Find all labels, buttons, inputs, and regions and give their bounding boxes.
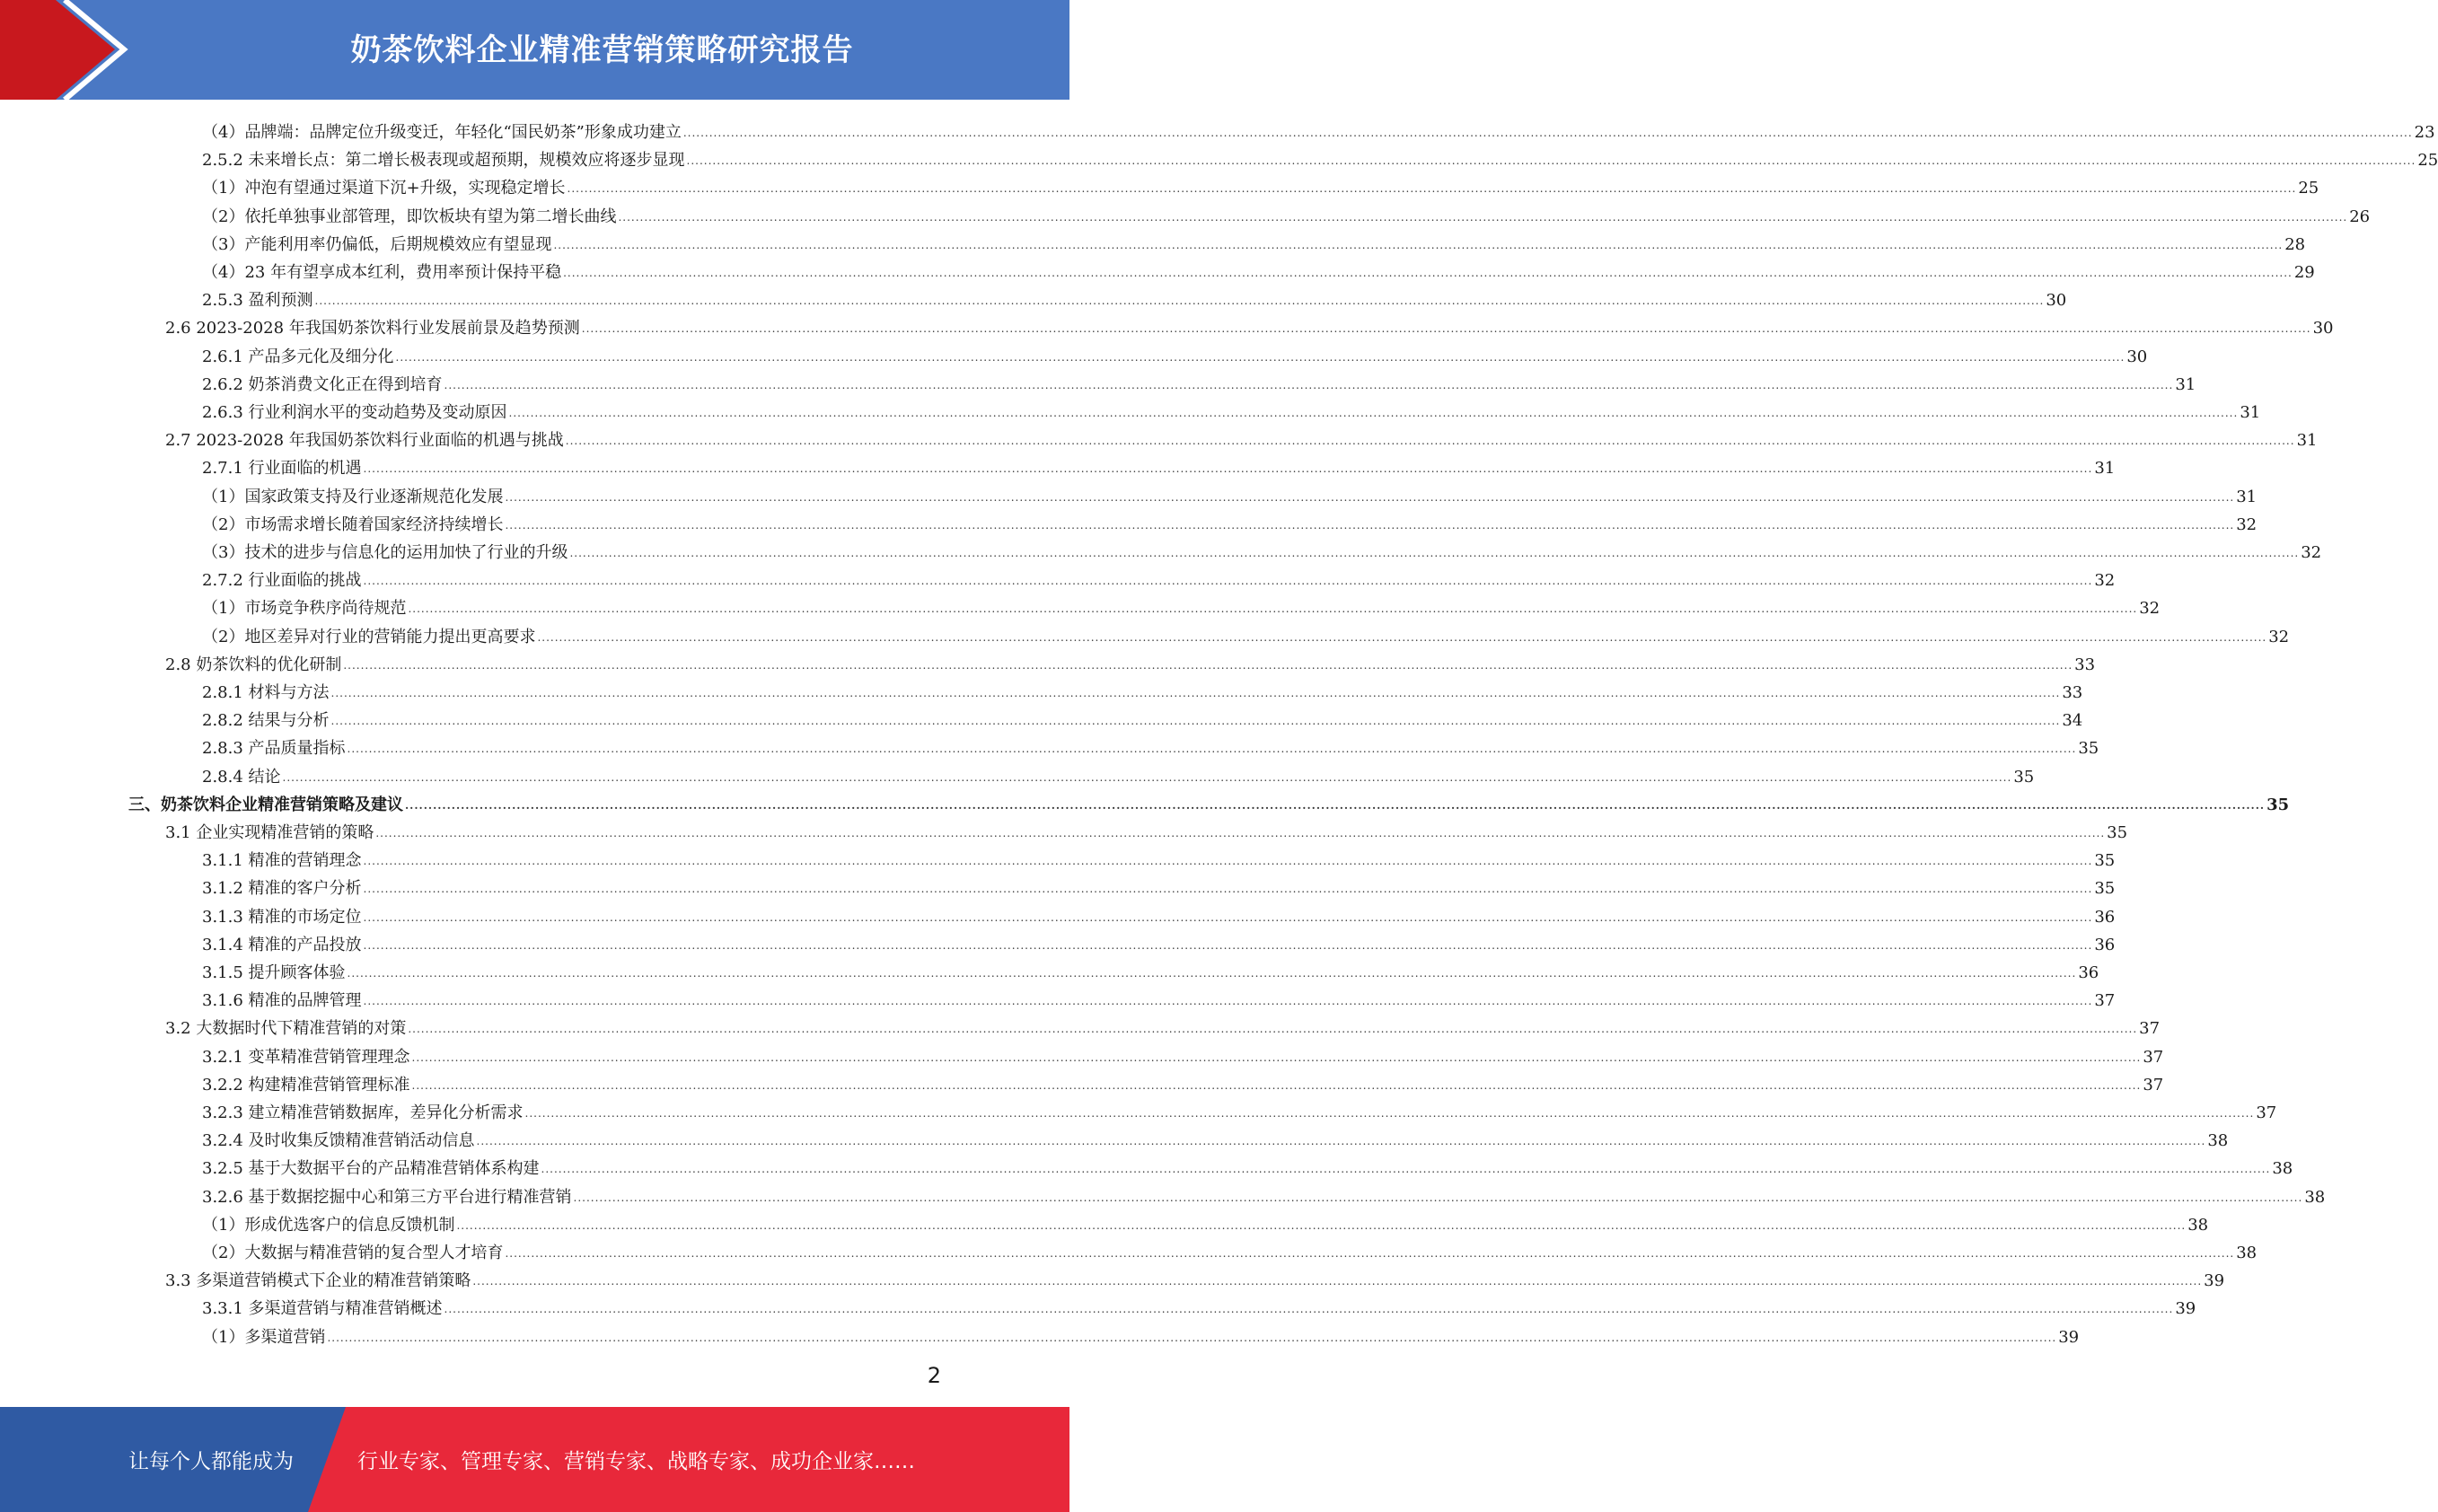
toc-entry[interactable] xyxy=(202,1068,2164,1095)
toc-entry-title: 2.8.4 结论 xyxy=(202,768,281,787)
toc-entry-page: 36 xyxy=(2094,936,2116,954)
toc-entry-page: 36 xyxy=(2094,908,2116,927)
toc-leader-dots: ................................................................................................................................................................................................................................................................................................................................................................................................................ xyxy=(524,1107,2255,1120)
toc-leader-dots: ................................................................................................................................................................................................................................................................................................................................................................................................................ xyxy=(330,715,2061,727)
toc-leader-dots: ................................................................................................................................................................................................................................................................................................................................................................................................................ xyxy=(618,211,2348,224)
toc-leader-dots: ................................................................................................................................................................................................................................................................................................................................................................................................................ xyxy=(537,631,2267,644)
toc-entry-title: 3.3 多渠道营销模式下企业的精准营销策略 xyxy=(165,1271,471,1290)
toc-entry-page: 35 xyxy=(2094,879,2116,898)
toc-entry[interactable] xyxy=(202,1180,2326,1208)
toc-leader-dots: ................................................................................................................................................................................................................................................................................................................................................................................................................ xyxy=(363,575,2093,587)
footer-banner xyxy=(0,1407,1069,1512)
toc-leader-dots: ................................................................................................................................................................................................................................................................................................................................................................................................................ xyxy=(405,799,2266,812)
toc-leader-dots: ................................................................................................................................................................................................................................................................................................................................................................................................................ xyxy=(347,743,2077,755)
toc-entry-page: 30 xyxy=(2312,319,2334,338)
toc-entry-title: 三、奶茶饮料企业精准营销策略及建议 xyxy=(128,796,403,814)
toc-entry[interactable] xyxy=(202,283,2067,311)
toc-leader-dots: ................................................................................................................................................................................................................................................................................................................................................................................................................ xyxy=(327,1332,2057,1344)
toc-entry-page: 38 xyxy=(2304,1188,2326,1207)
toc-leader-dots: ................................................................................................................................................................................................................................................................................................................................................................................................................ xyxy=(682,127,2413,139)
toc-entry-page: 35 xyxy=(2013,768,2035,787)
toc-leader-dots: ................................................................................................................................................................................................................................................................................................................................................................................................................ xyxy=(573,1191,2303,1204)
toc-entry[interactable] xyxy=(202,900,2116,927)
toc-entry[interactable] xyxy=(202,871,2116,899)
toc-leader-dots: ................................................................................................................................................................................................................................................................................................................................................................................................................ xyxy=(686,154,2416,167)
toc-entry-title: 2.8 奶茶饮料的优化研制 xyxy=(165,655,342,674)
toc-leader-dots: ................................................................................................................................................................................................................................................................................................................................................................................................................ xyxy=(553,239,2284,251)
toc-entry[interactable] xyxy=(202,563,2116,591)
toc-leader-dots: ................................................................................................................................................................................................................................................................................................................................................................................................................ xyxy=(456,1219,2187,1232)
toc-entry-page: 38 xyxy=(2187,1216,2209,1235)
toc-entry-title: 3.2.2 构建精准营销管理标准 xyxy=(202,1076,410,1094)
toc-entry-page: 31 xyxy=(2094,459,2116,478)
toc-leader-dots: ................................................................................................................................................................................................................................................................................................................................................................................................................ xyxy=(581,322,2311,335)
toc-entry[interactable] xyxy=(202,1040,2164,1068)
toc-entry-page: 31 xyxy=(2240,403,2261,422)
header-arrow-icon xyxy=(0,0,144,100)
toc-entry[interactable] xyxy=(202,451,2116,479)
toc-entry[interactable] xyxy=(202,507,2258,535)
toc-leader-dots: ................................................................................................................................................................................................................................................................................................................................................................................................................ xyxy=(363,911,2093,924)
toc-entry-page: 26 xyxy=(2349,207,2371,226)
toc-entry[interactable] xyxy=(202,171,2319,198)
toc-entry-page: 25 xyxy=(2417,151,2438,170)
toc-leader-dots: ................................................................................................................................................................................................................................................................................................................................................................................................................ xyxy=(508,407,2239,419)
toc-entry-page: 37 xyxy=(2143,1048,2164,1067)
toc-entry-page: 32 xyxy=(2236,515,2258,534)
toc-entry[interactable] xyxy=(202,1151,2293,1179)
toc-entry-page: 38 xyxy=(2272,1159,2293,1178)
toc-entry-title: （1）多渠道营销 xyxy=(202,1328,326,1347)
toc-entry-page: 35 xyxy=(2107,823,2128,842)
toc-entry-title: 2.5.2 未来增长点：第二增长极表现或超预期，规模效应将逐步显现 xyxy=(202,151,685,170)
toc-entry-title: （1）市场竞争秩序尚待规范 xyxy=(202,599,407,618)
toc-entry-page: 35 xyxy=(2078,739,2099,758)
toc-entry-title: 2.7 2023-2028 年我国奶茶饮料行业面临的机遇与挑战 xyxy=(165,431,564,450)
toc-entry-title: （1）形成优选客户的信息反馈机制 xyxy=(202,1216,455,1235)
toc-leader-dots: ................................................................................................................................................................................................................................................................................................................................................................................................................ xyxy=(363,462,2093,475)
toc-leader-dots: ................................................................................................................................................................................................................................................................................................................................................................................................................ xyxy=(408,602,2138,615)
toc-entry-title: （1）国家政策支持及行业逐渐规范化发展 xyxy=(202,488,504,506)
toc-entry-title: （3）产能利用率仍偏低，后期规模效应有望显现 xyxy=(202,235,552,254)
toc-leader-dots: ................................................................................................................................................................................................................................................................................................................................................................................................................ xyxy=(314,294,2045,307)
toc-entry[interactable] xyxy=(165,647,2096,675)
report-header xyxy=(0,0,1069,100)
toc-entry-page: 35 xyxy=(2094,851,2116,870)
toc-entry-title: 2.8.2 结果与分析 xyxy=(202,711,330,730)
toc-leader-dots: ................................................................................................................................................................................................................................................................................................................................................................................................................ xyxy=(375,827,2106,840)
toc-entry-title: 2.7.2 行业面临的挑战 xyxy=(202,571,362,590)
toc-entry-title: （4）23 年有望享成本红利，费用率预计保持平稳 xyxy=(202,263,562,282)
toc-entry-title: （1）冲泡有望通过渠道下沉+升级，实现稳定增长 xyxy=(202,179,566,198)
toc-entry[interactable] xyxy=(202,143,2438,171)
toc-entry[interactable] xyxy=(202,675,2083,703)
toc-entry-page: 38 xyxy=(2236,1244,2258,1262)
toc-entry-title: 3.2.6 基于数据挖掘中心和第三方平台进行精准营销 xyxy=(202,1188,572,1207)
toc-leader-dots: ................................................................................................................................................................................................................................................................................................................................................................................................................ xyxy=(563,267,2293,279)
toc-entry-title: 3.1.3 精准的市场定位 xyxy=(202,908,362,927)
toc-leader-dots: ................................................................................................................................................................................................................................................................................................................................................................................................................ xyxy=(505,519,2235,532)
toc-entry[interactable] xyxy=(202,1235,2258,1263)
toc-entry-title: 3.2 大数据时代下精准营销的对策 xyxy=(165,1019,407,1038)
toc-entry-title: 2.8.1 材料与方法 xyxy=(202,683,330,702)
toc-leader-dots: ................................................................................................................................................................................................................................................................................................................................................................................................................ xyxy=(444,1303,2174,1315)
toc-leader-dots: ................................................................................................................................................................................................................................................................................................................................................................................................................ xyxy=(411,1079,2142,1092)
toc-entry-title: 3.1.1 精准的营销理念 xyxy=(202,851,362,870)
toc-entry-page: 23 xyxy=(2414,123,2435,142)
footer-slogan: 让每个人都能成为 xyxy=(128,1450,294,1473)
toc-entry-page: 28 xyxy=(2284,235,2306,254)
footer-roles: 行业专家、管理专家、营销专家、战略专家、成功企业家…… xyxy=(357,1450,915,1473)
toc-entry-title: 2.7.1 行业面临的机遇 xyxy=(202,459,362,478)
toc-leader-dots: ................................................................................................................................................................................................................................................................................................................................................................................................................ xyxy=(363,939,2093,952)
toc-entry-title: 3.2.1 变革精准营销管理理念 xyxy=(202,1048,410,1067)
toc-entry-title: 3.1.2 精准的客户分析 xyxy=(202,879,362,898)
toc-entry-page: 31 xyxy=(2296,431,2318,450)
toc-leader-dots: ................................................................................................................................................................................................................................................................................................................................................................................................................ xyxy=(282,771,2012,784)
toc-entry-page: 37 xyxy=(2256,1103,2277,1122)
toc-entry[interactable] xyxy=(202,703,2083,731)
toc-entry-title: 3.1.6 精准的品牌管理 xyxy=(202,991,362,1010)
toc-entry[interactable] xyxy=(202,1291,2196,1319)
toc-leader-dots: ................................................................................................................................................................................................................................................................................................................................................................................................................ xyxy=(363,995,2093,1007)
toc-entry-page: 31 xyxy=(2236,488,2258,506)
toc-entry-page: 35 xyxy=(2266,796,2290,814)
toc-leader-dots: ................................................................................................................................................................................................................................................................................................................................................................................................................ xyxy=(343,659,2073,672)
toc-leader-dots: ................................................................................................................................................................................................................................................................................................................................................................................................................ xyxy=(408,1023,2138,1035)
toc-leader-dots: ................................................................................................................................................................................................................................................................................................................................................................................................................ xyxy=(395,351,2126,364)
toc-entry-page: 39 xyxy=(2175,1299,2196,1318)
page-number: 2 xyxy=(927,1363,941,1388)
toc-entry[interactable] xyxy=(202,1095,2277,1123)
toc-entry-title: 2.6.3 行业利润水平的变动趋势及变动原因 xyxy=(202,403,507,422)
toc-leader-dots: ................................................................................................................................................................................................................................................................................................................................................................................................................ xyxy=(444,379,2174,391)
toc-leader-dots: ................................................................................................................................................................................................................................................................................................................................................................................................................ xyxy=(505,1247,2235,1260)
toc-entry[interactable] xyxy=(165,311,2334,338)
toc-entry[interactable] xyxy=(202,620,2290,647)
toc-entry-page: 39 xyxy=(2058,1328,2080,1347)
toc-entry-page: 29 xyxy=(2293,263,2315,282)
toc-entry[interactable] xyxy=(202,927,2116,955)
toc-entry[interactable] xyxy=(202,983,2116,1011)
toc-leader-dots: ................................................................................................................................................................................................................................................................................................................................................................................................................ xyxy=(569,547,2300,559)
toc-entry[interactable] xyxy=(202,1123,2229,1151)
toc-entry[interactable] xyxy=(202,227,2306,255)
toc-entry[interactable] xyxy=(202,199,2371,227)
toc-entry-page: 33 xyxy=(2074,655,2096,674)
toc-entry-page: 25 xyxy=(2298,179,2319,198)
toc-entry-page: 31 xyxy=(2175,375,2196,394)
toc-entry-title: （2）依托单独事业部管理，即饮板块有望为第二增长曲线 xyxy=(202,207,617,226)
toc-entry-title: 3.1 企业实现精准营销的策略 xyxy=(165,823,374,842)
toc-entry[interactable] xyxy=(202,955,2099,983)
toc-entry[interactable] xyxy=(202,367,2196,395)
toc-entry-page: 38 xyxy=(2207,1131,2229,1150)
toc-leader-dots: ................................................................................................................................................................................................................................................................................................................................................................................................................ xyxy=(476,1135,2206,1147)
toc-entry-title: 3.1.4 精准的产品投放 xyxy=(202,936,362,954)
toc-entry-title: 3.2.3 建立精准营销数据库，差异化分析需求 xyxy=(202,1103,524,1122)
toc-leader-dots: ................................................................................................................................................................................................................................................................................................................................................................................................................ xyxy=(472,1275,2203,1288)
toc-entry[interactable] xyxy=(202,395,2261,423)
toc-entry-title: （2）大数据与精准营销的复合型人才培育 xyxy=(202,1244,504,1262)
toc-entry[interactable] xyxy=(165,423,2318,451)
toc-entry[interactable] xyxy=(165,815,2128,843)
toc-leader-dots: ................................................................................................................................................................................................................................................................................................................................................................................................................ xyxy=(363,883,2093,895)
toc-leader-dots: ................................................................................................................................................................................................................................................................................................................................................................................................................ xyxy=(330,687,2061,699)
toc-entry-title: （3）技术的进步与信息化的运用加快了行业的升级 xyxy=(202,543,568,562)
toc-entry[interactable] xyxy=(202,479,2258,507)
toc-entry[interactable] xyxy=(202,535,2322,563)
toc-leader-dots: ................................................................................................................................................................................................................................................................................................................................................................................................................ xyxy=(565,435,2295,447)
toc-entry-page: 32 xyxy=(2268,628,2290,646)
toc-entry-page: 30 xyxy=(2046,291,2067,310)
toc-entry-title: 2.6 2023-2028 年我国奶茶饮料行业发展前景及趋势预测 xyxy=(165,319,580,338)
toc-entry-page: 37 xyxy=(2143,1076,2164,1094)
toc-entry[interactable] xyxy=(202,731,2099,759)
toc-entry-page: 32 xyxy=(2139,599,2161,618)
toc-leader-dots: ................................................................................................................................................................................................................................................................................................................................................................................................................ xyxy=(567,182,2297,195)
toc-entry-title: 3.1.5 提升顾客体验 xyxy=(202,963,346,982)
toc-entry[interactable] xyxy=(202,339,2148,367)
toc-leader-dots: ................................................................................................................................................................................................................................................................................................................................................................................................................ xyxy=(363,855,2093,867)
toc-leader-dots: ................................................................................................................................................................................................................................................................................................................................................................................................................ xyxy=(505,491,2235,504)
toc-entry-page: 37 xyxy=(2094,991,2116,1010)
toc-entry-page: 39 xyxy=(2204,1271,2225,1290)
toc-entry[interactable] xyxy=(202,1320,2080,1348)
toc-entry[interactable] xyxy=(202,255,2315,283)
toc-entry-title: 2.8.3 产品质量指标 xyxy=(202,739,346,758)
toc-entry-title: 3.2.5 基于大数据平台的产品精准营销体系构建 xyxy=(202,1159,540,1178)
toc-entry-page: 30 xyxy=(2126,347,2148,366)
toc-entry-page: 34 xyxy=(2062,711,2083,730)
toc-leader-dots: ................................................................................................................................................................................................................................................................................................................................................................................................................ xyxy=(411,1051,2142,1064)
toc-entry-title: 3.2.4 及时收集反馈精准营销活动信息 xyxy=(202,1131,475,1150)
toc-entry[interactable] xyxy=(202,1208,2209,1235)
toc-entry-title: 3.3.1 多渠道营销与精准营销概述 xyxy=(202,1299,443,1318)
toc-entry[interactable] xyxy=(165,1011,2161,1039)
toc-entry-page: 32 xyxy=(2301,543,2322,562)
toc-entry[interactable] xyxy=(165,1263,2225,1291)
toc-entry-page: 36 xyxy=(2078,963,2099,982)
toc-entry-title: 2.6.2 奶茶消费文化正在得到培育 xyxy=(202,375,443,394)
report-title: 奶茶饮料企业精准营销策略研究报告 xyxy=(350,31,854,68)
toc-entry-title: 2.5.3 盈利预测 xyxy=(202,291,313,310)
toc-leader-dots: ................................................................................................................................................................................................................................................................................................................................................................................................................ xyxy=(347,967,2077,980)
toc-entry[interactable] xyxy=(202,115,2435,143)
toc-entry-title: 2.6.1 产品多元化及细分化 xyxy=(202,347,394,366)
toc-entry-title: （2）地区差异对行业的营销能力提出更高要求 xyxy=(202,628,536,646)
toc-leader-dots: ................................................................................................................................................................................................................................................................................................................................................................................................................ xyxy=(541,1163,2271,1175)
toc-entry-page: 33 xyxy=(2062,683,2083,702)
toc-entry-page: 32 xyxy=(2094,571,2116,590)
toc-entry[interactable] xyxy=(202,843,2116,871)
toc-entry[interactable] xyxy=(202,591,2161,619)
toc-entry-title: （4）品牌端：品牌定位升级变迁，年轻化“国民奶茶”形象成功建立 xyxy=(202,123,682,142)
toc-entry[interactable] xyxy=(202,760,2035,787)
toc-entry[interactable] xyxy=(128,787,2290,815)
toc-entry-title: （2）市场需求增长随着国家经济持续增长 xyxy=(202,515,504,534)
toc-entry-page: 37 xyxy=(2139,1019,2161,1038)
